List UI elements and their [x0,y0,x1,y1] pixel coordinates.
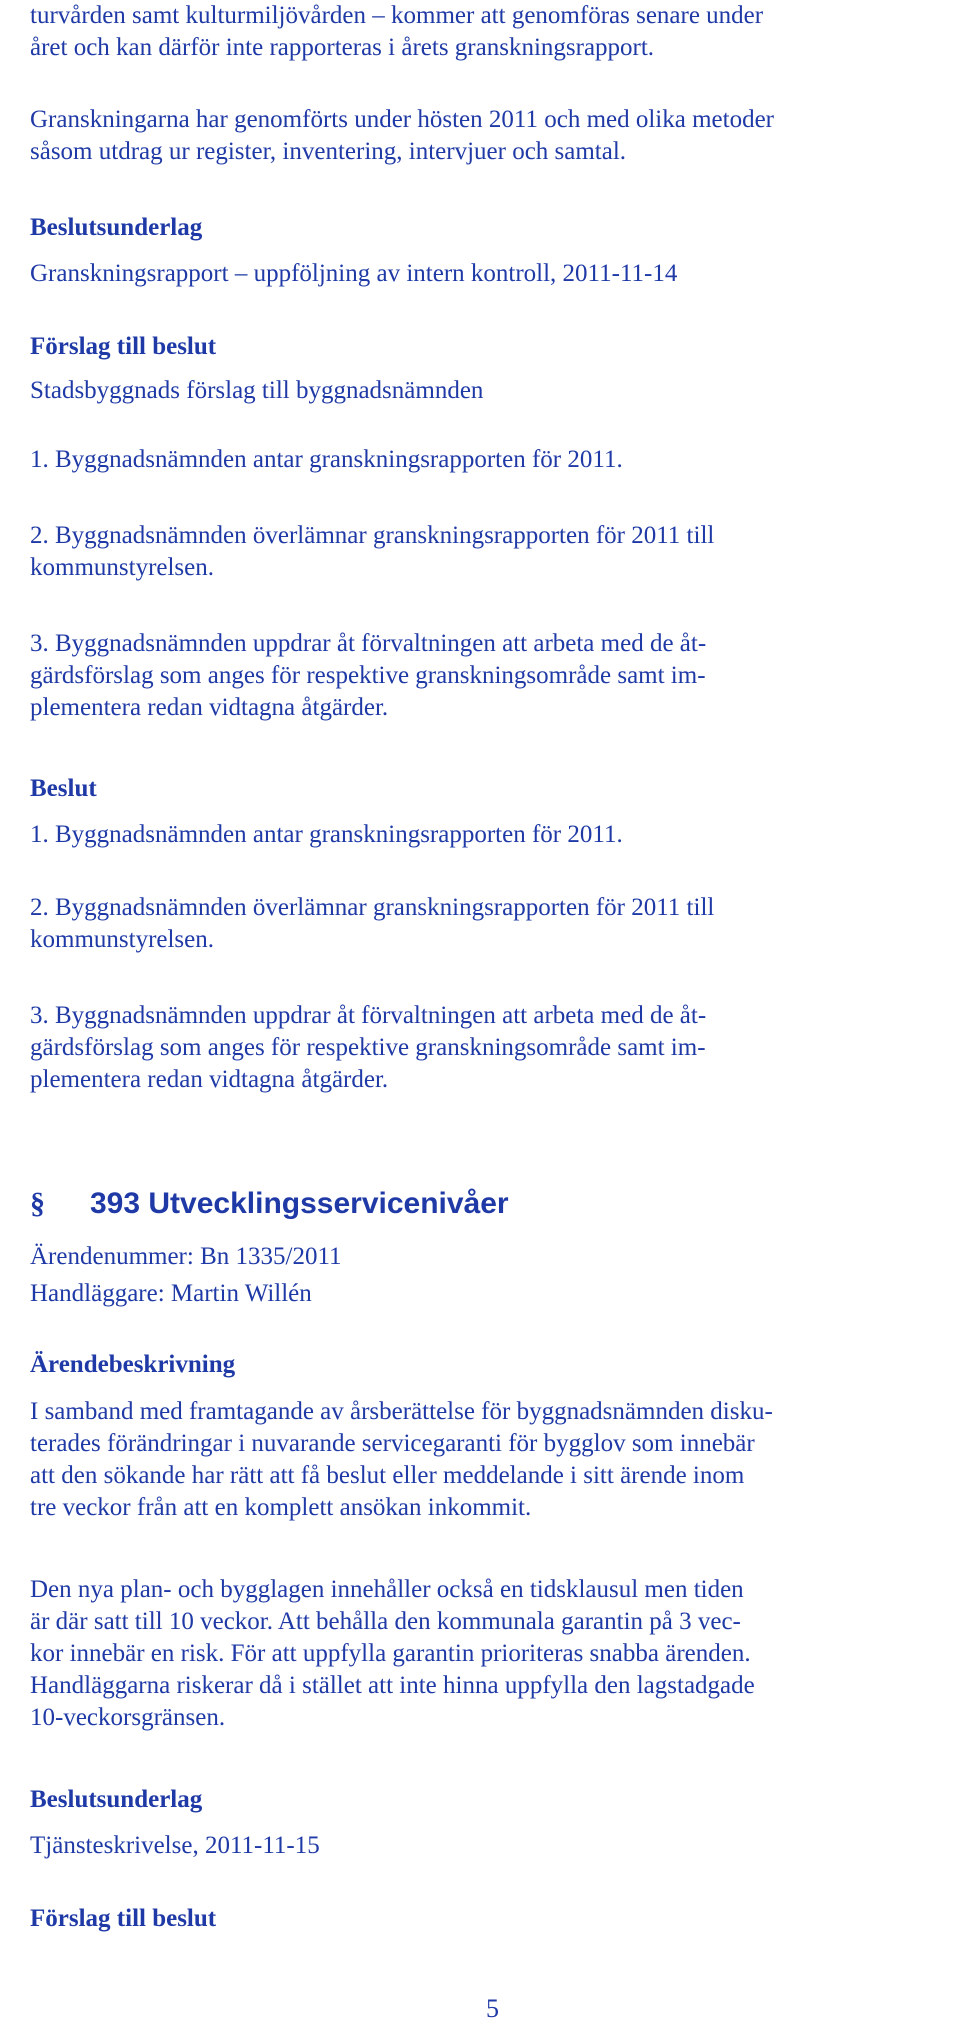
page-number: 5 [486,1994,499,2023]
forslag-heading: Förslag till beslut [30,333,217,360]
beslutsunderlag-text-2: Tjänsteskrivelse, 2011-11-15 [30,1832,320,1859]
handlaggare: Handläggare: Martin Willén [30,1280,312,1307]
beslut-item-2: 2. Byggnadsnämnden överlämnar granskningsrapporten för 2011 till kommunstyrelsen. [30,894,715,953]
beslut-heading: Beslut [30,775,97,802]
arendebeskrivning-paragraph-2: Den nya plan- och bygglagen innehåller också en tidsklausul men tiden är där satt till 10 veckor. Att behålla den kommunala garantin på 3 vec- kor innebär en risk. För att uppfylla garantin prioriteras snabba ärenden. Handläggarna riskerar då i stället att inte hinna uppfylla den lagstadgade 10-veckorsgränsen. [30,1576,755,1731]
section-title: 393 Utvecklingsservicenivåer [90,1187,509,1220]
beslutsunderlag-heading: Beslutsunderlag [30,214,203,241]
section-393-heading [30,1187,950,1221]
forslag-item-3: 3. Byggnadsnämnden uppdrar åt förvaltningen att arbeta med de åt- gärdsförslag som anges för respektive granskningsområde samt im- plementera redan vidtagna åtgärder. [30,630,707,721]
beslutsunderlag-heading-2: Beslutsunderlag [30,1786,203,1813]
paragraph-sign: § [30,1187,45,1220]
arendebeskrivning-heading: Ärendebeskrivning [30,1351,236,1378]
forslag-intro: Stadsbyggnads förslag till byggnadsnämnden [30,377,484,404]
arendenummer: Ärendenummer: Bn 1335/2011 [30,1243,342,1270]
arendebeskrivning-paragraph-1: I samband med framtagande av årsberättelse för byggnadsnämnden disku- terades förändringar i nuvarande servicegaranti för bygglov som innebär att den sökande har rätt att få beslut eller meddelande i sitt ärende inom tre veckor från att en komplett ansökan inkommit. [30,1398,773,1521]
beslut-item-3: 3. Byggnadsnämnden uppdrar åt förvaltningen att arbeta med de åt- gärdsförslag som anges för respektive granskningsområde samt im- plementera redan vidtagna åtgärder. [30,1002,707,1093]
method-paragraph: Granskningarna har genomförts under hösten 2011 och med olika metoder såsom utdrag ur register, inventering, intervjuer och samtal. [30,106,775,165]
beslutsunderlag-text: Granskningsrapport – uppföljning av intern kontroll, 2011-11-14 [30,260,678,287]
beslut-item-1: 1. Byggnadsnämnden antar granskningsrapporten för 2011. [30,821,623,848]
forslag-item-2: 2. Byggnadsnämnden överlämnar granskningsrapporten för 2011 till kommunstyrelsen. [30,522,715,581]
forslag-heading-2: Förslag till beslut [30,1905,217,1932]
forslag-item-1: 1. Byggnadsnämnden antar granskningsrapporten för 2011. [30,446,623,473]
intro-paragraph: turvården samt kulturmiljövården – kommer att genomföras senare under året och kan därför inte rapporteras i årets granskningsrapport. [30,2,764,61]
